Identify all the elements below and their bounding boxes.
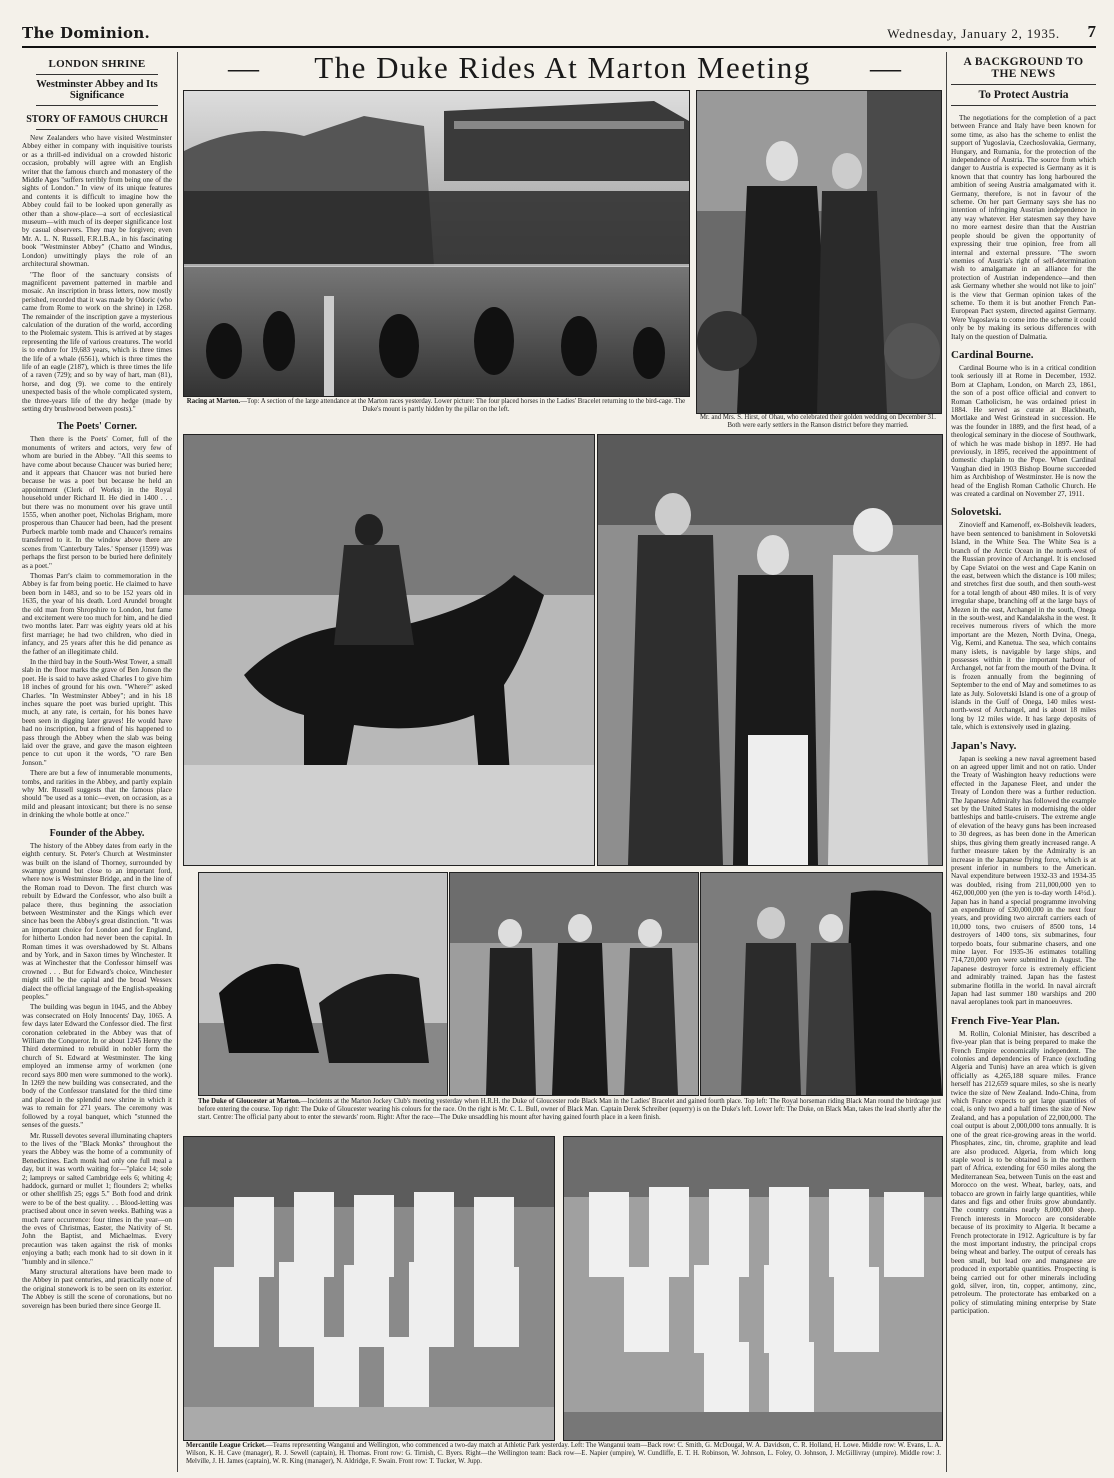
article-body	[951, 521, 1096, 731]
divider	[36, 105, 158, 106]
left-section-title: STORY OF FAMOUS CHURCH	[26, 114, 168, 125]
section-heading: Founder of the Abbey.	[49, 827, 145, 839]
divider	[36, 129, 158, 130]
paragraph: Thomas Parr's claim to commemoration in the Abbey is far from being poetic. He claimed to have been born in 1483, and so to be 152 years old in 1635, the year of his death. Lord Arundel brought the old man from Shropshire to London, but fame and excitement were too much for him, and he died two months later. Parr was eighty years old at his first marriage; he had two children, who died in infancy, and 25 years after this he did penance as the father of an illegitimate child.	[22, 571, 172, 656]
issue-date: Wednesday, January 2, 1935.	[887, 26, 1060, 41]
headline-dash-left: —	[228, 50, 259, 85]
section-heading: Cardinal Bourne.	[951, 348, 1034, 361]
section-heading: Japan's Navy.	[951, 739, 1017, 752]
paragraph: The negotiations for the completion of a pact between France and Italy have been known for some time, as also has the scheme to enlist the support of Yugoslavia, Czechoslovakia, Germany, Hungary, and Rumania, for the protection of the independence of Austria. The source from which danger to Austria is expected is Germany as it is known that that country has long harboured the ambition of seeing Austria amalgamated with it. Germany, therefore, is not in favour of the scheme. On her part Germany says she has no intention of infringing Austrian independence in any way whatever. Her statesmen say they have no more earnest desire than that the Austrian people should be given the opportunity of expressing their true opinion, free from all internal and external pressure. "The sworn enemies of Austria's right of self-determination wish to amalgamate in an alliance for the protection of Austrian independence—and then ask Germany whether she would not like to join" is the view that German opinion takes of the scheme. To them it is but another French Pan-European Pact system, directed against Germany. Were Yugoslavia to come into the scheme it could only be by making its serious differences with Italy on the question of Dalmatia.	[951, 114, 1096, 341]
hirst-caption: Mr. and Mrs. S. Hirst, of Ohau, who celebrated their golden wedding on December 31. Both were early settlers in the Ranson district before they married.	[700, 414, 936, 429]
column-rule-right	[946, 52, 947, 1472]
duke-birdcage-image	[184, 435, 594, 865]
wellington-team-image	[564, 1137, 942, 1440]
section-heading: Solovetski.	[951, 506, 1002, 519]
paragraph: Mr. Russell devotes several illuminating chapters to the lives of the "Black Monks" throughout the years the Abbey was the home of a community of Benedictines. Each monk had only one full meal a day, but it was worth waiting for—"plaice 14; sole 2; lampreys or salted Cambridge eels 6; whiting 4; haddock, gurnard or mullet 1; flounders 2; whelks or other shellfish 25; eggs 5." Both food and drink were to be of the best quality. . . Blood-letting was practised about once in seven weeks. Bathing was a much rarer occurrence: four times in the year—on the eves of Christmas, Easter, the Nativity of St. John the Baptist, and Michaelmas. Every precaution was taken against the risk of monks enjoying a bath; each monk had to sit down in it "humbly and in silence."	[22, 1131, 172, 1266]
duke-unsaddling-photo	[700, 872, 943, 1096]
duke-race-start-image	[199, 873, 447, 1095]
article-body	[951, 364, 1096, 499]
section-heading: The Poets' Corner.	[57, 421, 137, 433]
article-body	[951, 755, 1096, 1007]
paragraph: Japan is seeking a new naval agreement based on an agreed upper limit and not on ratio. Under the Treaty of Washington heavy reductions were effected in the Japanese Fleet, and under the Treaty of London there was a further reduction. The Japanese Admiralty has followed the example set by the United States in modernising the older battleships and battle-cruisers. The extreme angle of elevation of the heavy guns has been increased to 30 degrees, as has been done in the American ships, thus giving them greatly increased range. A further measure taken by the Admiralty is an increase in the Japanese flying force, which is at present inferior in numbers to the American. Naval expenditure between 1932-33 and 1934-35 was doubled, rising from 211,000,000 yen to 462,000,000 yen (the yen is to-day worth 14½d.). Japan has in hand a special programme involving an expenditure of £30,000,000 in the next four years, and providing two aircraft carriers each of 10,000 tons, two cruisers of 8500 tons, 14 destroyers of 1400 tons, six submarines, four torpedo boats, four submarine chasers, and one mine layer. For 1935-36 estimates totalling 714,720,000 yen were submitted in August. The Japanese destroyer force is extremely efficient and admirably trained. Japan has the fastest submarine flotilla in the world. In naval aircraft Japan had last summer 180 warships and 200 naval aeroplanes took part in manoeuvres.	[951, 754, 1096, 1007]
masthead	[22, 22, 1096, 48]
duke-colours-photo	[597, 434, 943, 866]
racing-photo	[183, 90, 690, 397]
divider	[36, 74, 158, 75]
caption-text: —Top: A section of the large attendance at the Marton races yesterday. Lower picture: The four placed horses in the Ladies' Bracelet returning to the bird-cage. The Duke's mount is partly hidden by the pillar on the left.	[240, 398, 686, 413]
section-heading: French Five-Year Plan.	[951, 1014, 1060, 1027]
right-column-article	[951, 52, 1096, 1472]
paragraph: In the third bay in the South-West Tower, a small slab in the floor marks the grave of Ben Jonson the poet. He is said to have asked Charles I to give him 18 inches of ground for his own. "Where?" asked Charles. "In Westminster Abbey"; and in his 18 inches square the poet was buried upright. This much, at any rate, is certain, for his bones have been seen in digging later graves! He would have had no inscription, but a friend of his happened to pass through the Abbey when the slab was being laid over the grave, and gave the mason eighteen pence to cut upon it the words, "O rare Ben Jonson."	[22, 657, 172, 767]
divider	[951, 105, 1096, 106]
left-subhead: Westminster Abbey and Its Significance	[36, 79, 158, 101]
paragraph: The building was begun in 1045, and the Abbey was consecrated on Holy Innocents' Day, 1065. A few days later Edward the Confessor died. The first coronation celebrated in the Abbey was that of William the Conqueror. In or about 1245 Henry the Third determined to rebuild in nobler form the church of St. Edward at Westminster. The king employed an immense army of workmen (one record says 800 men were summoned to the work). In 1269 the new building was consecrated, and the body of the Confessor translated for the third time and placed in the splendid new shrine in which it was to remain for 271 years. The ceremony was followed by a royal banquet, which "stunned the senses of the guests."	[22, 1003, 172, 1130]
paper-name: The Dominion.	[22, 24, 151, 42]
caption-title: Mercantile League Cricket.	[186, 1442, 266, 1449]
article-body	[951, 1030, 1096, 1316]
paragraph: There are but a few of innumerable monuments, tombs, and rarities in the Abbey, and partly explain why Mr. Russell suggests that the famous place should "be used as a tonic—even, on occasion, as a mild and pleasant intoxicant; but there is no sense in drinking the whole bottle at once."	[22, 769, 172, 820]
duke-race-start-photo	[198, 872, 448, 1096]
caption-title: Racing at Marton.	[186, 398, 241, 405]
wanganui-team-image	[184, 1137, 554, 1440]
duke-unsaddling-image	[701, 873, 942, 1095]
paragraph: "The floor of the sanctuary consists of magnificent pavement patterned in marble and mosaic. An inscription in brass letters, now mostly perished, recorded that it was made by Odoric (who came from Rome to work on the shrine) in 1268. The remainder of the inscription gave a mysterious calculation of the duration of the world, according to the Ptolemaic system. This is arrived at by stages representing the life of various creatures. The world is to endure for 19,683 years, which is three times the life of a whale (6561), which is three times the life of an eagle (2187), which is three times the life of a raven (729); and so by way of hart, man (81), horse, and dog (9). we come to the entirely unexpected basis of the whole complicated system, the three-years life of the dry hedge (made by setting dry brushwood between posts)."	[22, 270, 172, 413]
caption-text: —Teams representing Wanganui and Wellington, who commenced a two-day match at Athletic Park yesterday. Left: The Wanganui team—Back row: C. Smith, G. McDougal, W. A. Davidson, C. R. Holland, H. Lowe. Middle row: W. Evans, L. A. Wilson, K. H. Cave (manager), R. J. Sewell (captain), H. Thomas. Front row: G. Tirnish, C. Byers. Right—the Wellington team: Back row—E. Napier (umpire), W. Cundliffe, E. T. H. Robinson, W. Johnson, L. Foley, O. Johnson, J. McGillivray (umpire). Middle row: J. Melville, J. H. James (captain), W. R. King (manager), N. Aldridge, F. Swain. Front row: T. Tucker, W. Jupp.	[186, 1442, 941, 1465]
headline-banner	[180, 50, 945, 86]
wanganui-team-photo	[183, 1136, 555, 1441]
page-number: 7	[1087, 22, 1096, 41]
paragraph: The history of the Abbey dates from early in the eighth century. St. Peter's Church at Westminster was built on the island of Thorney, surrounded by swampy ground but close to an important ford, where now is Westminster Bridge, and in the line of the Roman road to Devon. The first church was rebuilt by Edward the Confessor, who also built a palace there, thus beginning the association between Westminster and the Kings which ever since has been the Abbey's great distinction. "It was an important choice for London and for England, for hitherto London had never been the capital. In Roman times it was overshadowed by St. Albans and by York, and in Saxon times by Winchester. It was at Winchester that the Confessor himself was crowned . . . But for Edward's choice, Winchester might still be the capital and the broad Wessex dialect the official language of the English-speaking peoples."	[22, 841, 172, 1001]
right-subhead: To Protect Austria	[978, 89, 1069, 101]
article-body	[22, 842, 172, 1310]
article-body	[22, 134, 172, 413]
duke-caption	[198, 1098, 941, 1121]
duke-colours-image	[598, 435, 942, 865]
divider	[951, 84, 1096, 85]
racing-photo-image	[184, 91, 689, 396]
caption-text: —Incidents at the Marton Jockey Club's meeting yesterday when H.R.H. the Duke of Gloucester rode Black Man in the Ladies' Bracelet and gained fourth place. Top left: The Royal horseman riding Black Man round the birdcage just before entering the course. Top right: The Duke of Gloucester wearing his colours for the race. On the right is Mr. C. L. Bull, owner of Black Man. Captain Derek Schreiber (equerry) is on the Duke's left. Lower left: The Duke, on Black Man, takes the lead shortly after the start. Centre: The official party about to enter the stewards' room. Right: After the race—The Duke unsaddling his mount after having gained fourth place in a keen finish.	[198, 1098, 941, 1121]
duke-official-party-image	[450, 873, 698, 1095]
duke-official-party-photo	[449, 872, 699, 1096]
racing-caption	[186, 398, 686, 414]
hirst-couple-image	[697, 91, 941, 413]
wellington-team-photo	[563, 1136, 943, 1441]
headline-dash-right: —	[870, 50, 901, 85]
paragraph: Cardinal Bourne who is in a critical condition took seriously ill at Rome in December, 1932. Born at Clapham, London, on March 23, 1861, the son of a post office official and convert to Roman Catholicism, he was ordained priest in 1884. He served as curate at Blackheath, Mortlake and West Grinstead in succession. He was the founder in 1889, and the first head, of a theological seminary in the diocese of Southwark, of which he was made bishop in 1897. He had previously, in 1895, received the appointment of domestic chaplain to the Pope. When Cardinal Vaughan died in 1903 Bishop Bourne succeeded him as Archbishop of Westminster. He is now the head of the English Roman Catholic Church. He was created a cardinal on November 27, 1911.	[951, 363, 1096, 499]
paragraph: M. Rollin, Colonial Minister, has described a five-year plan that is being prepared to make the French Empire economically independent. The colonies and dependencies of France (excluding Algeria and Tunis) have an area which is given officially as 4,265,188 square miles. France herself has 212,659 square miles, so she is nearly twice the size of New Zealand. Indo-China, from which France expects to get large quantities of coal, is only two and a half times the size of New Zealand, and has a population of 22,000,000. The coal output is about 2,000,000 tons annually. It is one of the great rice-growing areas in the world. Phosphates, zinc, tin, chrome, graphite and lead are also produced. Algeria, from which long staple wool is to be obtained is in the northern part of Africa, extending for 650 miles along the Mediterranean Sea, between Tunis on the east and Morocco on the west. Wheat, barley, oats, and tobacco are grown in fairly large quantities, while dates and figs and other fruits grow abundantly. The country contains nearly 8,000,000 sheep. French interests in Morocco are considerable because of its proximity to Algeria. It became a French protectorate in 1912. Agriculture is by far the most important industry, the principal crops being wheat and barley. The output of cereals has been small, but lead ore and manganese are produced in exportable quantities. Prospecting is being carried out for other minerals including gold, silver, iron, tin, copper, antimony, zinc, petroleum. The protectorate has embarked on a policy of stimulating mining enterprise by State participation.	[951, 1029, 1096, 1316]
paragraph: Zinovieff and Kamenoff, ex-Bolshevik leaders, have been sentenced to banishment in Solovetski Island, in the White Sea. The White Sea is a branch of the Arctic Ocean in the north-west of the Russian province of Archangel. It is enclosed by Cape Sviatoi on the west and Cape Kanin on the east, between which the distance is 100 miles; and stretches first due south, and then south-west for a total length of about 480 miles. It is of very irregular shape, branching off at the large bays of Mezen in the east, Archangel in the south, Onega in the south-west, and Kandalaksha in the west. It receives numerous rivers of which the more important are the Mezen, North Dvina, Onega, Vig, Kemi, and Kanetua. The sea, which contains many islets, is navigable by large ships, and possesses within it the important harbour of Archangel, not far from the mouth of the Dvina. It is frozen annually from the beginning of September to the end of May and sometimes to as late as July. Solovetski Island is one of a group of islands in the Gulf of Onega, 140 miles west-north-west of Archangel, and is about 18 miles long by 12 miles wide. It has large deposits of tale, which is extensively used in glazing.	[951, 521, 1096, 732]
duke-birdcage-photo	[183, 434, 595, 866]
article-body	[951, 114, 1096, 341]
column-rule-left	[177, 52, 178, 1472]
paragraph: New Zealanders who have visited Westminster Abbey either in company with inquisitive tourists or as a thrill-ed individual on a crowded historic occasion, probably will agree with an English writer that the famous church and monastery of the Middle Ages "suffers terribly from being one of the sights of London." In view of its unique features and contents it is difficult to imagine how the Abbey could fail to be looked upon generally as other than a show-place—a sort of ecclesiastical museum—with much of its deeper significance lost by casual observers. They may be forgiven; even Mr. A. L. N. Russell, F.R.I.B.A., in his fascinating book "Westminster Abbey" (Chatto and Windus, London) unwittingly plays the role of an architectural showman.	[22, 134, 172, 269]
left-column-article	[22, 52, 172, 1472]
hirst-couple-photo	[696, 90, 942, 414]
paragraph: Then there is the Poets' Corner, full of the monuments of writers and actors, very few of whom are buried in the Abbey. "All this seems to have come about because Chaucer was buried here; and it appears that Chaucer was not buried here because he was a poet but because he held an appointment (Clerk of Works) in the Royal household under Richard II. He died in 1400 . . . but there was no monument over his grave until 1555, when another poet, Nicholas Brigham, more prosperous than Chaucer had been, had the present Purbeck marble tomb made and Chaucer's remains transferred to it. In the window above there are scenes from 'Canterbury Tales.' Spenser (1599) was perhaps the first person to be buried here definitely as a poet."	[22, 435, 172, 570]
headline: The Duke Rides At Marton Meeting	[314, 50, 811, 85]
paragraph: Many structural alterations have been made to the Abbey in past centuries, and practically none of the original stonework is to be seen on its exterior. The Abbey is still the scene of coronations, but no sovereign has been buried there since George II.	[22, 1268, 172, 1310]
left-kicker: LONDON SHRINE	[48, 58, 146, 70]
cricket-caption	[186, 1442, 941, 1465]
right-kicker: A BACKGROUND TO THE NEWS	[963, 56, 1084, 80]
article-body	[22, 435, 172, 819]
caption-title: The Duke of Gloucester at Marton.	[198, 1098, 301, 1105]
